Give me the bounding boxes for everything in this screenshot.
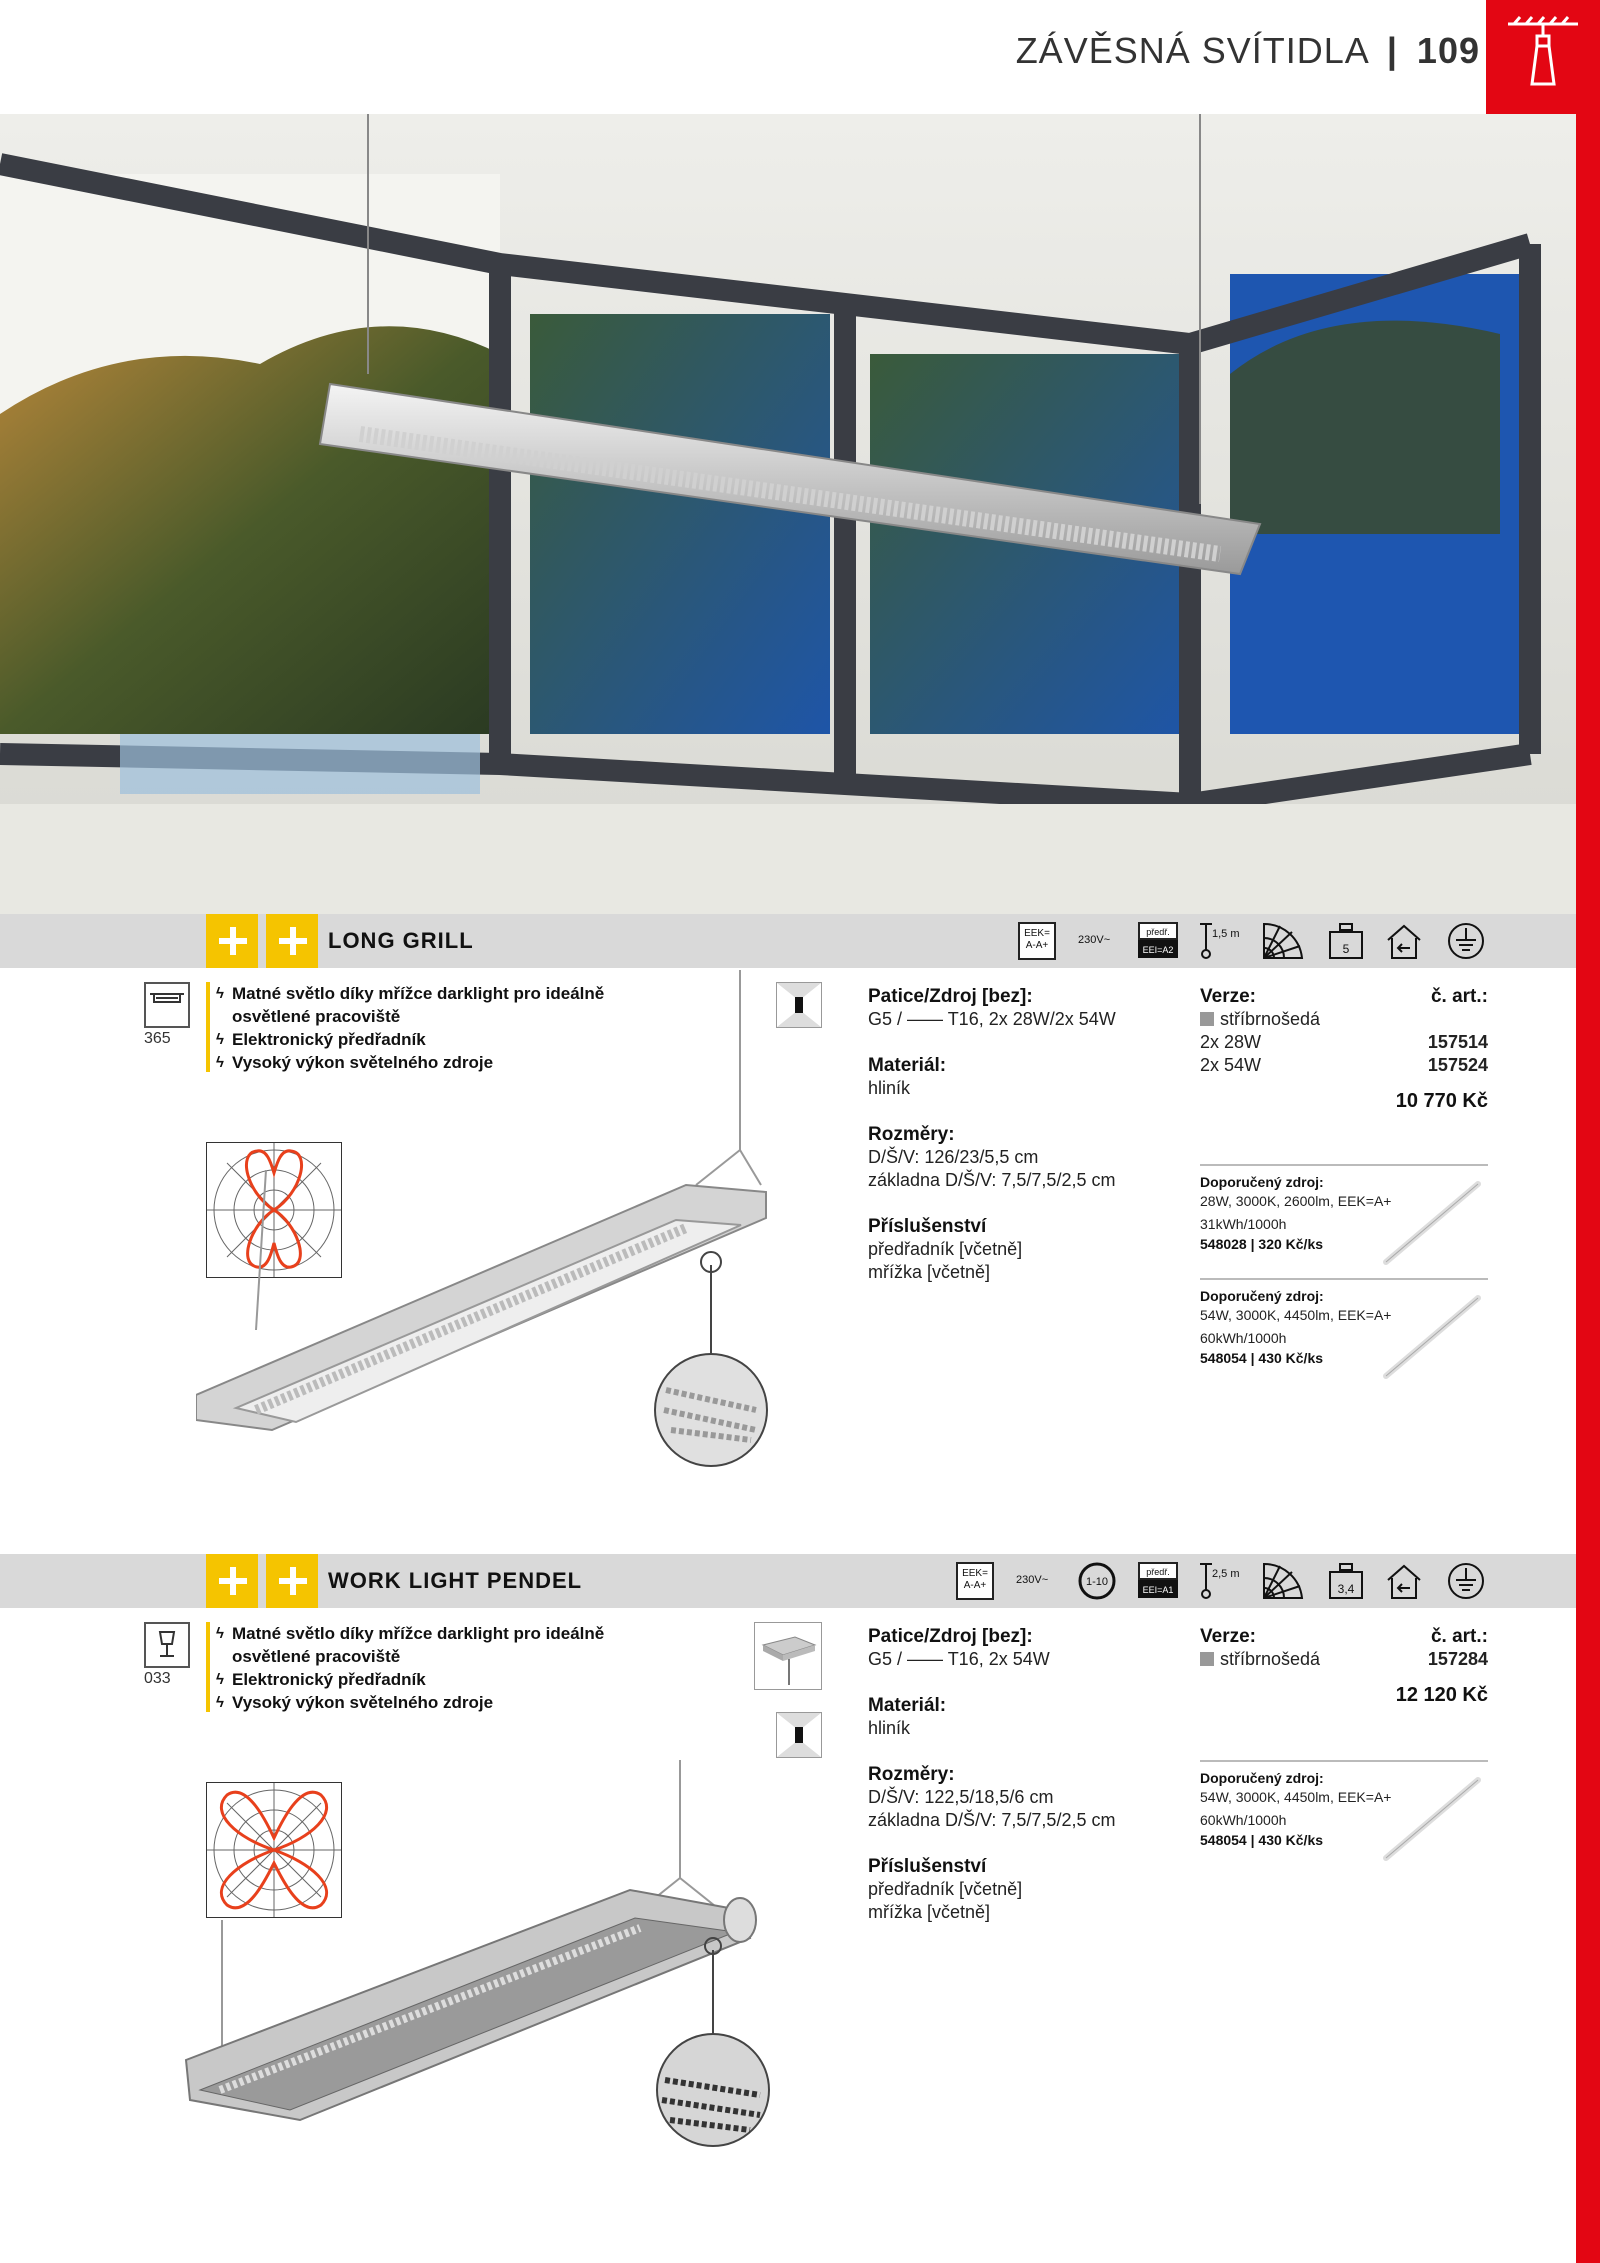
recommended-title: Doporučený zdroj: bbox=[1200, 1770, 1324, 1786]
product-price: 12 120 Kč bbox=[1395, 1684, 1488, 1706]
recommended-code-price: 548054 | 430 Kč/ks bbox=[1200, 1350, 1324, 1366]
ballast-icon bbox=[1138, 1562, 1178, 1600]
weight-label: 5 bbox=[1342, 942, 1350, 956]
lightning-bolt-icon: ϟ bbox=[216, 1694, 224, 1711]
weight-label: 3,4 bbox=[1337, 1582, 1355, 1596]
lightning-bolt-icon: ϟ bbox=[216, 1625, 224, 1642]
spec-value: D/Š/V: 122,5/18,5/6 cm bbox=[868, 1787, 1054, 1807]
spec-value: G5 / —— T16, 2x 28W/2x 54W bbox=[868, 1009, 1116, 1029]
feature-item bbox=[216, 1691, 616, 1714]
beam-direction-icon bbox=[776, 1712, 822, 1758]
energy-class-icon: EEK= A-A+ bbox=[1018, 922, 1056, 960]
recommended-consumption: 60kWh/1000h bbox=[1200, 1812, 1287, 1828]
recommended-source bbox=[1200, 1278, 1488, 1398]
ballast-eei-label: EEI=A2 bbox=[1138, 940, 1178, 958]
beam-angle-icon bbox=[1262, 922, 1304, 960]
recommended-spec: 28W, 3000K, 2600lm, EEK=A+ bbox=[1200, 1193, 1392, 1209]
cable-length-label: 2,5 m bbox=[1212, 1568, 1240, 1580]
beam-direction-icon bbox=[776, 982, 822, 1028]
spec-value: mřížka [včetně] bbox=[868, 1902, 991, 1922]
color-name: stříbrnošedá bbox=[1220, 1009, 1321, 1029]
lightning-bolt-icon: ϟ bbox=[216, 1054, 224, 1071]
cable-length-label: 1,5 m bbox=[1212, 928, 1240, 940]
recommended-source bbox=[1200, 1164, 1488, 1284]
spec-value: hliník bbox=[868, 1718, 911, 1738]
fluorescent-tube-icon bbox=[1378, 1774, 1488, 1864]
recommended-spec: 54W, 3000K, 4450lm, EEK=A+ bbox=[1200, 1789, 1392, 1805]
article-header: č. art.: bbox=[1430, 1626, 1488, 1647]
ballast-top-label: předř. bbox=[1138, 922, 1178, 940]
version-name: 2x 54W bbox=[1200, 1055, 1262, 1075]
category-tab bbox=[1486, 0, 1600, 114]
feature-list bbox=[216, 1622, 616, 1714]
version-row bbox=[1200, 1032, 1488, 1055]
mounting-type-number: 033 bbox=[144, 1670, 171, 1687]
spec-block bbox=[868, 1626, 1168, 1924]
spec-label: Materiál: bbox=[868, 1055, 947, 1076]
category-title: ZÁVĚSNÁ SVÍTIDLA bbox=[1015, 30, 1368, 71]
spec-label: Patice/Zdroj [bez]: bbox=[868, 1626, 1033, 1647]
plus-badge-icon bbox=[266, 1554, 318, 1608]
cable-length-icon bbox=[1198, 922, 1248, 960]
spec-value: D/Š/V: 126/23/5,5 cm bbox=[868, 1147, 1039, 1167]
work-light-pendel-product-image bbox=[180, 1760, 780, 2180]
recommended-spec: 54W, 3000K, 4450lm, EEK=A+ bbox=[1200, 1307, 1392, 1323]
dimmer-label: 1-10 bbox=[1085, 1576, 1109, 1588]
voltage-label: 230V~ bbox=[1016, 1574, 1049, 1586]
plus-badge-icon bbox=[206, 1554, 258, 1608]
feature-text: Matné světlo díky mřížce darklight pro ideálně osvětlené pracoviště bbox=[232, 984, 605, 1026]
feature-item bbox=[216, 1622, 616, 1668]
recommended-code-price: 548028 | 320 Kč/ks bbox=[1200, 1236, 1324, 1252]
article-header: č. art.: bbox=[1430, 986, 1488, 1007]
article-number: 157514 bbox=[1427, 1032, 1488, 1052]
feature-text: Elektronický předřadník bbox=[232, 1030, 426, 1049]
weight-icon bbox=[1328, 922, 1364, 960]
mounting-type-icon bbox=[144, 982, 190, 1028]
recommended-title: Doporučený zdroj: bbox=[1200, 1174, 1324, 1190]
version-header: Verze: bbox=[1200, 1626, 1256, 1647]
mounting-type-icon bbox=[144, 1622, 190, 1668]
product-bar-long-grill bbox=[0, 914, 1576, 968]
lightning-bolt-icon: ϟ bbox=[216, 1671, 224, 1688]
product-price: 10 770 Kč bbox=[1395, 1090, 1488, 1112]
header-separator: | bbox=[1386, 30, 1398, 71]
ballast-eei-label: EEI=A1 bbox=[1138, 1580, 1178, 1598]
version-table bbox=[1200, 1626, 1488, 1707]
energy-class-icon: EEK= A-A+ bbox=[956, 1562, 994, 1600]
spec-value: mřížka [včetně] bbox=[868, 1262, 991, 1282]
color-row bbox=[1200, 1649, 1488, 1672]
weight-icon bbox=[1328, 1562, 1364, 1600]
article-number: 157524 bbox=[1427, 1055, 1488, 1075]
ballast-top-label: předř. bbox=[1138, 1562, 1178, 1580]
version-name: 2x 28W bbox=[1200, 1032, 1262, 1052]
ceiling-canopy-image bbox=[754, 1622, 822, 1690]
product-name: LONG GRILL bbox=[328, 928, 474, 953]
spec-block bbox=[868, 986, 1168, 1284]
ballast-icon bbox=[1138, 922, 1178, 960]
color-name: stříbrnošedá bbox=[1220, 1649, 1321, 1669]
plus-badge-icon bbox=[206, 914, 258, 968]
hero-room-photo bbox=[0, 114, 1576, 914]
recommended-consumption: 31kWh/1000h bbox=[1200, 1216, 1287, 1232]
beam-angle-icon bbox=[1262, 1562, 1304, 1600]
dimmer-icon bbox=[1076, 1562, 1118, 1600]
product-bar-work-light-pendel bbox=[0, 1554, 1576, 1608]
recommended-source bbox=[1200, 1760, 1488, 1880]
spec-label: Rozměry: bbox=[868, 1124, 955, 1145]
version-table bbox=[1200, 986, 1488, 1113]
feature-text: Elektronický předřadník bbox=[232, 1670, 426, 1689]
earth-ground-icon bbox=[1446, 922, 1486, 960]
spec-label: Patice/Zdroj [bez]: bbox=[868, 986, 1033, 1007]
cable-length-icon bbox=[1198, 1562, 1248, 1600]
feature-text: Matné světlo díky mřížce darklight pro ideálně osvětlené pracoviště bbox=[232, 1624, 605, 1666]
spec-label: Příslušenství bbox=[868, 1856, 987, 1877]
spec-label: Rozměry: bbox=[868, 1764, 955, 1785]
color-swatch bbox=[1200, 1012, 1214, 1026]
spec-value: předřadník [včetně] bbox=[868, 1239, 1023, 1259]
spec-value: hliník bbox=[868, 1078, 911, 1098]
pendant-lamp-icon bbox=[1486, 0, 1600, 114]
feature-item bbox=[216, 1668, 616, 1691]
color-swatch bbox=[1200, 1652, 1214, 1666]
spec-label: Příslušenství bbox=[868, 1216, 987, 1237]
feature-text: Vysoký výkon světelného zdroje bbox=[232, 1693, 494, 1712]
earth-ground-icon bbox=[1446, 1562, 1486, 1600]
color-row bbox=[1200, 1009, 1488, 1032]
page-number: 109 bbox=[1416, 30, 1480, 71]
version-row bbox=[1200, 1055, 1488, 1078]
page-header bbox=[1016, 30, 1480, 72]
lightning-bolt-icon: ϟ bbox=[216, 985, 224, 1002]
version-header: Verze: bbox=[1200, 986, 1256, 1007]
spec-value: předřadník [včetně] bbox=[868, 1879, 1023, 1899]
product-name: WORK LIGHT PENDEL bbox=[328, 1568, 583, 1593]
recommended-consumption: 60kWh/1000h bbox=[1200, 1330, 1287, 1346]
spec-label: Materiál: bbox=[868, 1695, 947, 1716]
fluorescent-tube-icon bbox=[1378, 1178, 1488, 1268]
plus-badge-icon bbox=[266, 914, 318, 968]
indoor-icon bbox=[1384, 1562, 1424, 1600]
feature-accent-bar bbox=[206, 1622, 210, 1712]
article-number: 157284 bbox=[1427, 1649, 1488, 1669]
spec-value: G5 / —— T16, 2x 54W bbox=[868, 1649, 1050, 1669]
recommended-title: Doporučený zdroj: bbox=[1200, 1288, 1324, 1304]
lightning-bolt-icon: ϟ bbox=[216, 1031, 224, 1048]
mounting-type-number: 365 bbox=[144, 1030, 171, 1047]
feature-text: Vysoký výkon světelného zdroje bbox=[232, 1053, 494, 1072]
red-side-strip bbox=[1576, 114, 1600, 2263]
voltage-label: 230V~ bbox=[1078, 934, 1111, 946]
long-grill-product-image bbox=[196, 970, 786, 1470]
indoor-icon bbox=[1384, 922, 1424, 960]
spec-value: základna D/Š/V: 7,5/7,5/2,5 cm bbox=[868, 1170, 1116, 1190]
fluorescent-tube-icon bbox=[1378, 1292, 1488, 1382]
spec-value: základna D/Š/V: 7,5/7,5/2,5 cm bbox=[868, 1810, 1116, 1830]
recommended-code-price: 548054 | 430 Kč/ks bbox=[1200, 1832, 1324, 1848]
